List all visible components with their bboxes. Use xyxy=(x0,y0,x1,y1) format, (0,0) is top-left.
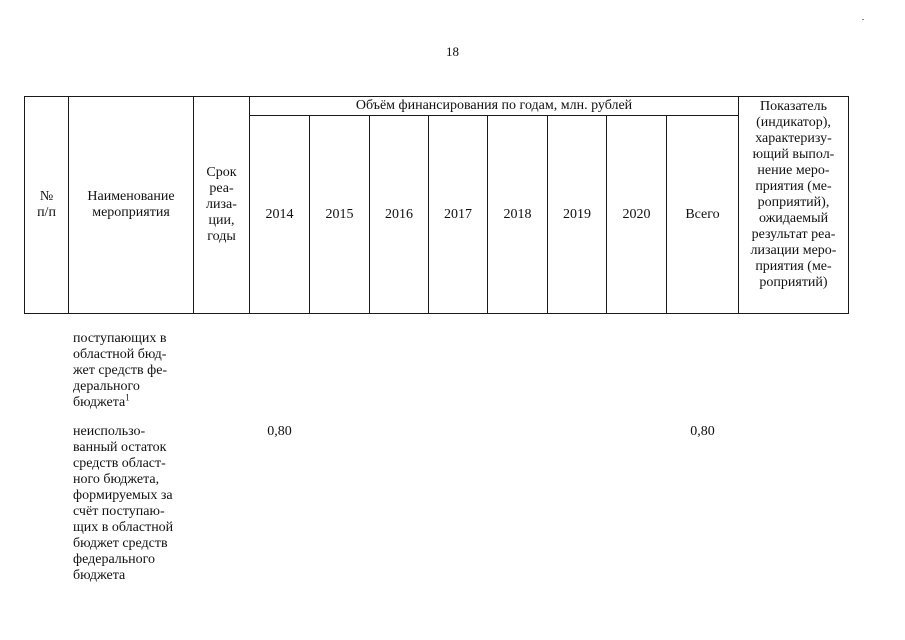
header-year-2014 xyxy=(250,116,309,313)
header-year-2014-text: 2014 xyxy=(265,206,294,222)
header-name xyxy=(69,97,193,313)
row-2-total-text: 0,80 xyxy=(690,424,715,439)
header-name-text: Наименование мероприятия xyxy=(87,189,175,220)
header-year-2018 xyxy=(488,116,547,313)
scan-speck xyxy=(862,19,864,20)
col-border-right xyxy=(848,96,849,314)
row-2-name xyxy=(73,408,198,584)
header-term xyxy=(194,97,249,313)
header-year-2020 xyxy=(607,116,666,313)
row-2-name-text: неиспользо- ванный остаток средств област- ного бюджета, формируемых за счёт поступаю- щих в областной бюджет средств федерального бюджета xyxy=(73,424,174,583)
row-1-footnote-mark: 1 xyxy=(125,392,130,403)
header-year-2019 xyxy=(548,116,606,313)
header-year-2017 xyxy=(429,116,487,313)
header-total-text: Всего xyxy=(685,206,720,222)
header-year-2016-text: 2016 xyxy=(385,206,413,222)
header-year-2016 xyxy=(370,116,428,313)
header-bottom-border xyxy=(24,313,849,314)
header-num xyxy=(25,97,68,313)
header-year-2020-text: 2020 xyxy=(622,206,651,222)
header-year-2019-text: 2019 xyxy=(563,206,591,222)
row-2-value-2014-text: 0,80 xyxy=(267,424,292,439)
header-year-2015-text: 2015 xyxy=(325,206,354,222)
header-financing-text: Объём финансирования по годам, млн. рублей xyxy=(355,98,633,113)
row-1-name-text: поступающих в областной бюд- жет средств фе- дерального бюджета xyxy=(73,331,168,410)
row-1-name xyxy=(73,315,198,411)
row-2-total xyxy=(667,408,738,440)
header-term-text: Срок реа- лиза- ции, годы xyxy=(206,165,237,244)
header-num-text: № п/п xyxy=(37,189,56,220)
header-financing xyxy=(250,97,738,115)
header-indicator-text: Показатель (индикатор), характеризу- ющий выпол- нение меро- приятия (ме- роприятий), ожидаемый результат реа- лизации меро- приятия (ме- роприятий) xyxy=(750,99,837,290)
page-number: 18 xyxy=(446,44,459,59)
header-indicator xyxy=(739,97,848,313)
header-year-2015 xyxy=(310,116,369,313)
header-year-2018-text: 2018 xyxy=(503,206,532,222)
header-total xyxy=(667,116,738,313)
row-2-value-2014 xyxy=(250,408,309,440)
header-year-2017-text: 2017 xyxy=(444,206,472,222)
